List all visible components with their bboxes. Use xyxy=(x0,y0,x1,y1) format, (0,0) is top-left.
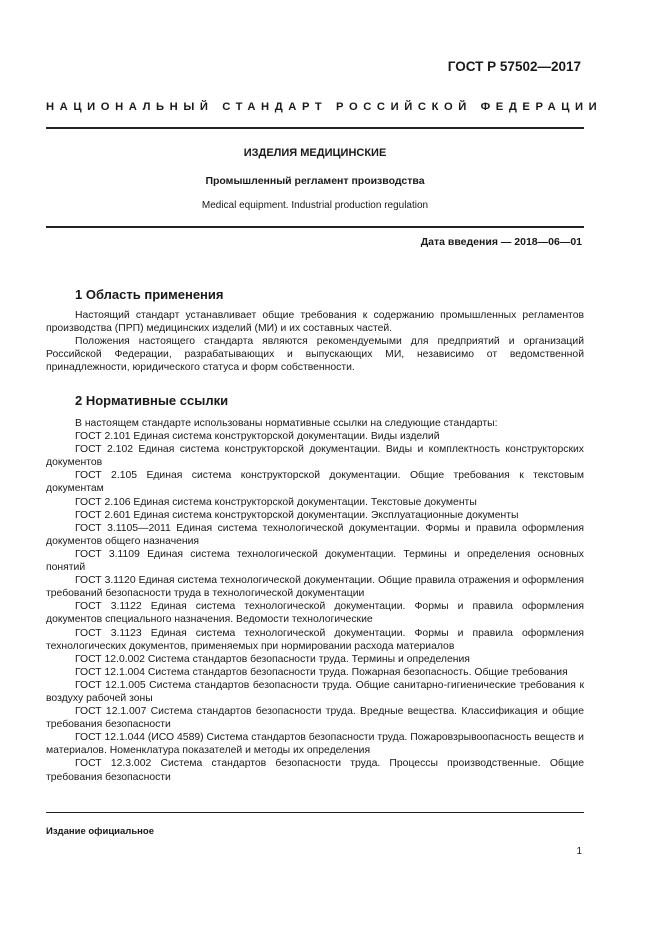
document-subtitle: Промышленный регламент производства xyxy=(205,175,425,187)
reference-item: ГОСТ 3.1120 Единая система технологической документации. Общие правила отражения и оформления требований безопасности труда в технологической документации xyxy=(46,575,584,600)
reference-item: ГОСТ 12.1.044 (ИСО 4589) Система стандартов безопасности труда. Пожаровзрывоопасность веществ и материалов. Номенклатура показателей и методы их определения xyxy=(46,732,584,757)
reference-item: ГОСТ 12.3.002 Система стандартов безопасности труда. Процессы производственные. Общие требования безопасности xyxy=(46,758,584,783)
reference-item: ГОСТ 2.601 Единая система конструкторской документации. Эксплуатационные документы xyxy=(75,509,519,521)
reference-item: ГОСТ 12.0.002 Система стандартов безопасности труда. Термины и определения xyxy=(75,653,470,665)
english-title: Medical equipment. Industrial production regulation xyxy=(201,200,429,211)
document-title: ИЗДЕЛИЯ МЕДИЦИНСКИЕ xyxy=(243,147,387,159)
reference-item: ГОСТ 3.1109 Единая система технологической документации. Термины и определения основных понятий xyxy=(46,548,584,574)
introduction-date: Дата введения — 2018—06—01 xyxy=(420,236,582,248)
reference-item: ГОСТ 3.1122 Единая система технологической документации. Формы и правила оформления документов специального назначения. Ведомости технологические xyxy=(46,601,584,626)
section-2-body xyxy=(46,417,584,784)
reference-item: ГОСТ 2.105 Единая система конструкторской документации. Общие требования к текстовым документам xyxy=(46,470,584,495)
paragraph: Положения настоящего стандарта являются рекомендуемыми для предприятий и организаций Российской Федерации, разрабатывающих и выпускающих МИ, независимо от ведомственной принадлежности, юридического статуса и форм собственности. xyxy=(46,336,584,374)
page-number: 1 xyxy=(576,846,582,857)
reference-item: ГОСТ 2.106 Единая система конструкторской документации. Текстовые документы xyxy=(75,496,477,508)
paragraph: Настоящий стандарт устанавливает общие требования к содержанию промышленных регламентов производства (ПРП) медицинских изделий (МИ) и их составных частей. xyxy=(46,310,584,335)
section-1-body xyxy=(46,309,584,374)
section-1-heading: 1 Область применения xyxy=(75,287,224,302)
reference-item: ГОСТ 3.1123 Единая система технологической документации. Формы и правила оформления технологических документов, применяемых при нормировании расхода материалов xyxy=(46,627,584,652)
reference-item: ГОСТ 2.102 Единая система конструкторской документации. Виды и комплектность конструкторских документов xyxy=(46,444,584,469)
top-divider xyxy=(46,127,584,129)
paragraph: В настоящем стандарте использованы нормативные ссылки на следующие стандарты: xyxy=(75,418,498,429)
reference-item: ГОСТ 12.1.004 Система стандартов безопасности труда. Пожарная безопасность. Общие требования xyxy=(75,666,568,678)
footer-divider xyxy=(46,812,584,813)
gost-number: ГОСТ Р 57502—2017 xyxy=(447,59,581,74)
reference-item: ГОСТ 2.101 Единая система конструкторской документации. Виды изделий xyxy=(75,431,440,443)
official-edition-label: Издание официальное xyxy=(46,826,154,837)
section-2-heading: 2 Нормативные ссылки xyxy=(75,393,229,408)
reference-item: ГОСТ 3.1105—2011 Единая система технологической документации. Формы и правила оформления документов общего назначения xyxy=(46,522,584,547)
national-standard-banner: НАЦИОНАЛЬНЫЙ СТАНДАРТ РОССИЙСКОЙ ФЕДЕРАЦИИ xyxy=(46,101,603,113)
title-divider xyxy=(46,226,584,228)
reference-item: ГОСТ 12.1.007 Система стандартов безопасности труда. Вредные вещества. Классификация и общие требования безопасности xyxy=(46,706,584,731)
reference-item: ГОСТ 12.1.005 Система стандартов безопасности труда. Общие санитарно-гигиенические требования к воздуху рабочей зоны xyxy=(46,679,584,704)
